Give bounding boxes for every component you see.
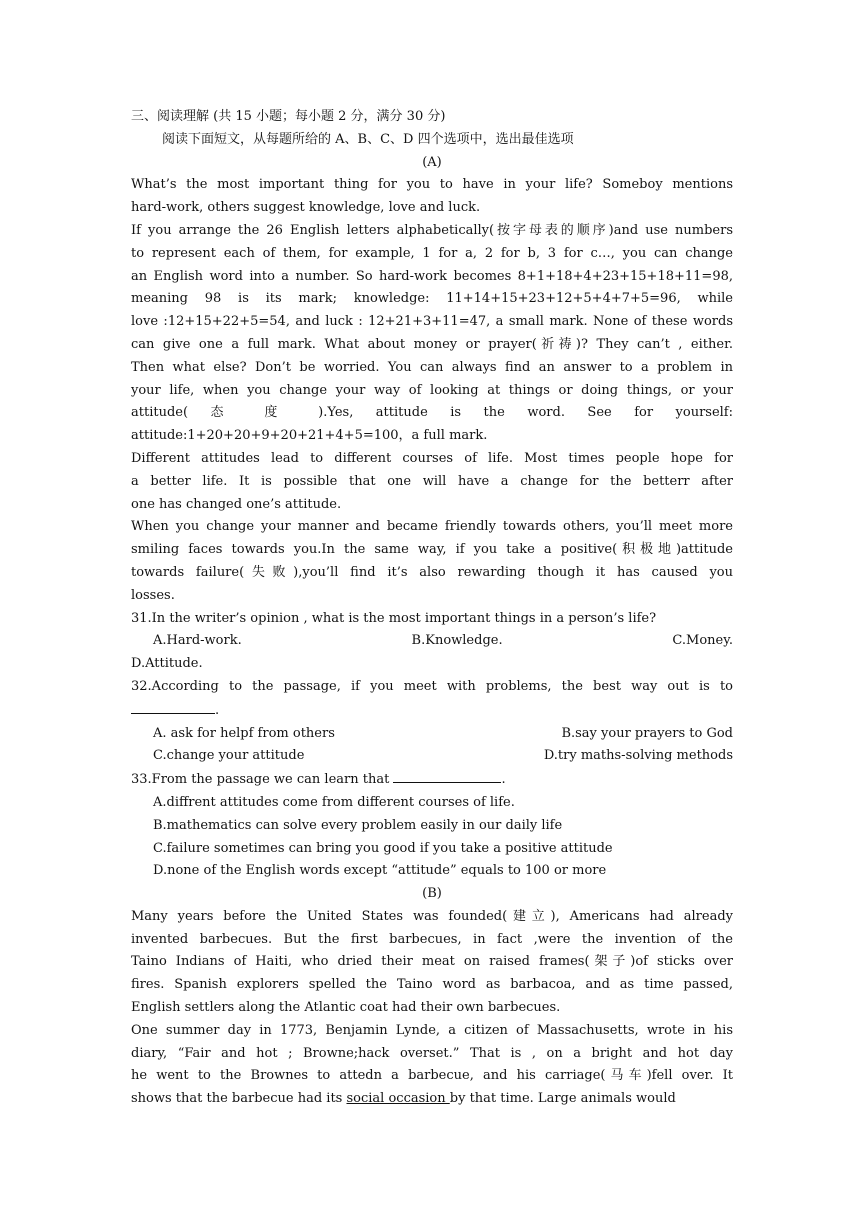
option-c: C.change your attitude (153, 748, 305, 764)
passage-line: attitude:1+20+20+9+20+21+4+5=100，a full mark. (131, 428, 488, 444)
passage-line: Many years before the United States was founded(建立), Americans had already (131, 908, 733, 924)
passage-line: losses. (131, 587, 175, 603)
option-row (131, 723, 733, 746)
option-c: C.failure sometimes can bring you good if you take a positive attitude (153, 840, 613, 856)
passage-line (131, 1088, 733, 1111)
passage-line: to represent each of them, for example, 1 for a, 2 for b, 3 for c…, you can change (131, 245, 733, 261)
passage-line: English settlers along the Atlantic coat had their own barbecues. (131, 1000, 561, 1016)
question-stem-row (131, 768, 733, 792)
passage-line: can give one a full mark. What about money or prayer(祈祷)? They can’t , either. (131, 336, 733, 352)
question-33 (131, 768, 733, 883)
option-a: A.diffrent attitudes come from different courses of life. (153, 794, 515, 810)
passage-line: towards failure(失败),you’ll find it’s also rewarding though it has caused you (131, 564, 733, 580)
passage-line: a better life. It is possible that one will have a change for the betterr after (131, 473, 733, 489)
stem-end: . (215, 702, 220, 718)
option-a: A. ask for helpf from others (153, 725, 335, 741)
answer-blank (131, 699, 215, 714)
option-d: D.none of the English words except “attitude” equals to 100 or more (153, 863, 607, 879)
option-b: B.Knowledge. (411, 633, 503, 649)
passage-line: One summer day in 1773, Benjamin Lynde, a citizen of Massachusetts, wrote in his (131, 1022, 733, 1038)
line-text: shows that the barbecue had its (131, 1091, 347, 1107)
document-page (131, 106, 733, 1111)
passage-line: smiling faces towards you.In the same way, if you take a positive(积极地)attitude (131, 542, 733, 558)
stem-end: . (501, 772, 506, 788)
passage-line: Different attitudes lead to different courses of life. Most times people hope for (131, 450, 733, 466)
question-stem: 32.According to the passage, if you meet with problems, the best way out is to (131, 678, 733, 694)
option-d: D.Attitude. (131, 656, 203, 672)
passage-line: he went to the Brownes to attedn a barbecue, and his carriage(马车)fell over. It (131, 1068, 733, 1084)
option-row (131, 745, 733, 768)
passage-line: one has changed one’s attitude. (131, 496, 342, 512)
question-stem: 33.From the passage we can learn that (131, 772, 390, 788)
passage-line: your life, when you change your way of looking at things or doing things, or your (131, 382, 733, 398)
passage-a-body (131, 174, 733, 607)
passage-b-label: (B) (422, 886, 442, 902)
option-d: D.try maths-solving methods (543, 748, 733, 764)
option-b: B.say your prayers to God (561, 725, 733, 741)
passage-line: When you change your manner and became friendly towards others, you’ll meet more (131, 519, 733, 535)
passage-line: What’s the most important thing for you to have in your life? Someboy mentions (131, 177, 733, 193)
passage-line: love :12+15+22+5=54, and luck : 12+21+3+11=47, a small mark. None of these words (131, 314, 733, 330)
answer-blank (393, 768, 501, 783)
option-a: A.Hard-work. (153, 633, 242, 649)
section-instruction: 阅读下面短文，从每题所给的 A、B、C、D 四个选项中，选出最佳选项 (162, 131, 574, 147)
option-b: B.mathematics can solve every problem easily in our daily life (153, 817, 563, 833)
option-row (131, 630, 733, 653)
line-text: by that time. Large animals would (449, 1091, 676, 1107)
passage-line: attitude( 态 度 ).Yes, attitude is the word. See for yourself: (131, 405, 733, 421)
passage-line: Then what else? Don’t be worried. You can always find an answer to a problem in (131, 359, 733, 375)
passage-line: an English word into a number. So hard-work becomes 8+1+18+4+23+15+18+11=98, (131, 268, 733, 284)
passage-b-body (131, 906, 733, 1111)
passage-a-label: (A) (422, 154, 442, 170)
passage-line: hard-work, others suggest knowledge, love and luck. (131, 200, 481, 216)
passage-line: Taino Indians of Haiti, who dried their meat on raised frames(架子)of sticks over (131, 954, 733, 970)
passage-line: diary, “Fair and hot ; Browne;hack overset.” That is , on a bright and hot day (131, 1045, 733, 1061)
question-31 (131, 608, 733, 676)
section-heading: 三、阅读理解 (共 15 小题；每小题 2 分，满分 30 分) (131, 109, 446, 124)
answer-blank-line (131, 699, 733, 723)
underlined-phrase: social occasion (346, 1091, 450, 1107)
question-stem: 31.In the writer’s opinion , what is the most important things in a person’s life? (131, 610, 657, 626)
passage-line: fires. Spanish explorers spelled the Taino word as barbacoa, and as time passed, (131, 977, 733, 993)
option-c: C.Money. (672, 633, 733, 649)
question-32 (131, 676, 733, 768)
passage-line: invented barbecues. But the first barbecues, in fact ,were the invention of the (131, 931, 733, 947)
passage-line: meaning 98 is its mark; knowledge: 11+14+15+23+12+5+4+7+5=96, while (131, 291, 733, 307)
passage-line: If you arrange the 26 English letters alphabetically(按字母表的顺序)and use numbers (131, 222, 733, 238)
